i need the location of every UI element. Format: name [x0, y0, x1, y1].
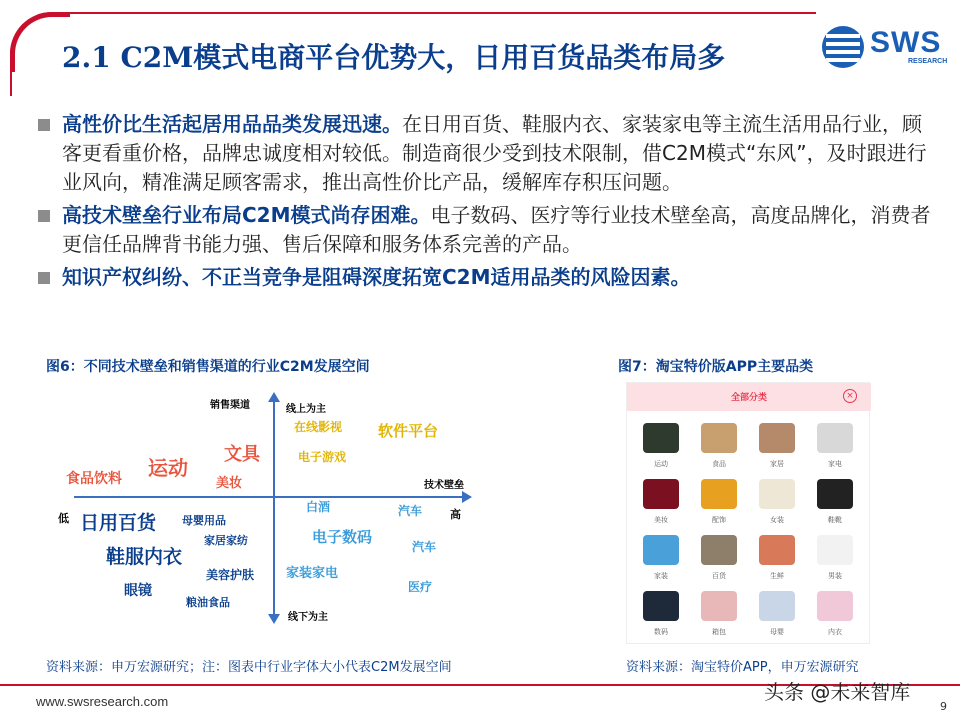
- high-label: 高: [450, 508, 461, 521]
- industry-word: 汽车: [398, 504, 423, 518]
- bullet-square-icon: [38, 119, 50, 131]
- category-label: 箱包: [712, 628, 726, 636]
- industry-word: 电子游戏: [298, 450, 347, 464]
- industry-word: 白酒: [306, 500, 331, 514]
- category-label: 女装: [770, 516, 784, 524]
- app-header: [627, 383, 871, 411]
- bottom-label: 线下为主: [288, 612, 328, 623]
- category-item[interactable]: [755, 591, 799, 637]
- category-item[interactable]: [697, 591, 741, 637]
- category-item[interactable]: [755, 479, 799, 525]
- category-product-icon: [759, 423, 795, 453]
- category-item[interactable]: [755, 535, 799, 581]
- y-axis-label: 销售渠道: [210, 400, 250, 411]
- category-item[interactable]: [813, 591, 857, 637]
- industry-word: 医疗: [408, 580, 433, 594]
- industry-word: 电子数码: [312, 528, 373, 546]
- industry-word: 粮油食品: [186, 596, 230, 609]
- industry-word: 眼镜: [124, 583, 152, 599]
- industry-word: 美妆: [216, 476, 243, 491]
- category-item[interactable]: [697, 423, 741, 469]
- watermark: 头条 @未来智库: [764, 680, 911, 704]
- bullet-item: [36, 110, 940, 197]
- x-axis-arrow-icon: [462, 491, 472, 503]
- category-label: 家居: [770, 460, 784, 468]
- category-product-icon: [643, 479, 679, 509]
- industry-word: 母婴用品: [182, 514, 226, 527]
- footer-url: www.swsresearch.com: [36, 694, 169, 709]
- taobao-app-screenshot: [626, 382, 870, 644]
- sws-logo-icon: [822, 26, 864, 68]
- industry-word: 软件平台: [378, 422, 439, 440]
- industry-word: 家居家纺: [204, 534, 248, 547]
- category-product-icon: [817, 535, 853, 565]
- category-product-icon: [701, 479, 737, 509]
- category-product-icon: [817, 423, 853, 453]
- figure6-caption: 图6：不同技术壁垒和销售渠道的行业C2M发展空间: [46, 359, 370, 375]
- category-product-icon: [817, 479, 853, 509]
- logo-subtext: RESEARCH: [908, 58, 948, 65]
- category-item[interactable]: [697, 535, 741, 581]
- category-item[interactable]: [813, 479, 857, 525]
- x-axis: [74, 496, 464, 498]
- category-label: 家装: [654, 572, 668, 580]
- category-item[interactable]: [697, 479, 741, 525]
- y-axis-up-arrow-icon: [268, 392, 280, 402]
- y-axis: [273, 402, 275, 616]
- industry-word: 食品饮料: [66, 471, 122, 487]
- industry-word: 文具: [224, 444, 260, 465]
- industry-word: 运动: [148, 456, 188, 480]
- category-product-icon: [759, 591, 795, 621]
- figure7-caption: 图7：淘宝特价版APP主要品类: [618, 359, 814, 375]
- category-item[interactable]: [639, 535, 683, 581]
- category-item[interactable]: [813, 423, 857, 469]
- bullet-square-icon: [38, 272, 50, 284]
- category-label: 母婴: [770, 628, 784, 636]
- category-label: 运动: [654, 460, 668, 468]
- category-label: 食品: [712, 460, 726, 468]
- industry-word: 美容护肤: [206, 568, 255, 582]
- category-product-icon: [817, 591, 853, 621]
- category-label: 家电: [828, 460, 842, 468]
- category-product-icon: [759, 535, 795, 565]
- app-title: 全部分类: [730, 393, 767, 403]
- category-label: 配饰: [712, 516, 726, 524]
- close-icon: ×: [843, 389, 857, 403]
- figure6-source: 资料来源：申万宏源研究；注：图表中行业字体大小代表C2M发展空间: [46, 660, 452, 675]
- figure6-quadrant-chart: [44, 388, 488, 628]
- page-number: 9: [940, 700, 947, 713]
- bullet-square-icon: [38, 210, 50, 222]
- bullet-text: 电子数码、医疗等行业技术壁垒高，高度品牌化，消费者更信任品牌背书能力强、售后保障和服务体系完善的产品。: [62, 203, 931, 256]
- category-product-icon: [701, 591, 737, 621]
- industry-word: 汽车: [412, 540, 437, 554]
- category-label: 生鲜: [770, 572, 784, 580]
- logo-text: SWS: [870, 26, 942, 59]
- category-label: 百货: [712, 572, 726, 580]
- category-item[interactable]: [639, 423, 683, 469]
- category-label: 数码: [654, 628, 668, 636]
- bullet-text: 在日用百货、鞋服内衣、家装家电等主流生活用品行业，顾客更看重价格，品牌忠诚度相对较低。制造商很少受到技术限制，借C2M模式“东风”，及时跟进行业风向，精准满足顾客需求，推出高性价比产品，缓解库存积压问题。: [62, 112, 927, 194]
- bullet-bold: 高技术壁垒行业布局C2M模式尚存困难。: [62, 203, 431, 227]
- category-item[interactable]: [813, 535, 857, 581]
- x-axis-label: 技术壁垒: [424, 480, 464, 491]
- category-product-icon: [701, 535, 737, 565]
- category-label: 美妆: [654, 516, 668, 524]
- category-item[interactable]: [639, 479, 683, 525]
- category-label: 内衣: [828, 628, 842, 636]
- bullet-bold: 知识产权纠纷、不正当竞争是阻碍深度拓宽C2M适用品类的风险因素。: [62, 265, 691, 289]
- bullet-list: [36, 110, 940, 296]
- sws-logo: [822, 24, 948, 74]
- category-product-icon: [643, 535, 679, 565]
- page-title: 2.1 C2M模式电商平台优势大，日用百货品类布局多: [62, 41, 726, 74]
- category-product-icon: [759, 479, 795, 509]
- category-item[interactable]: [755, 423, 799, 469]
- industry-word: 日用百货: [80, 512, 157, 534]
- category-label: 男装: [828, 572, 842, 580]
- bullet-bold: 高性价比生活起居用品品类发展迅速。: [62, 112, 402, 136]
- industry-word: 家装家电: [286, 566, 339, 581]
- industry-word: 在线影视: [294, 420, 343, 434]
- category-product-icon: [701, 423, 737, 453]
- low-label: 低: [58, 512, 69, 525]
- category-item[interactable]: [639, 591, 683, 637]
- category-product-icon: [643, 423, 679, 453]
- industry-word: 鞋服内衣: [106, 546, 183, 568]
- y-axis-down-arrow-icon: [268, 614, 280, 624]
- figure7-source: 资料来源：淘宝特价APP，申万宏源研究: [626, 660, 859, 675]
- category-product-icon: [643, 591, 679, 621]
- top-label: 线上为主: [286, 404, 326, 415]
- bullet-item: [36, 263, 940, 292]
- bullet-item: [36, 201, 940, 259]
- category-label: 鞋靴: [828, 516, 842, 524]
